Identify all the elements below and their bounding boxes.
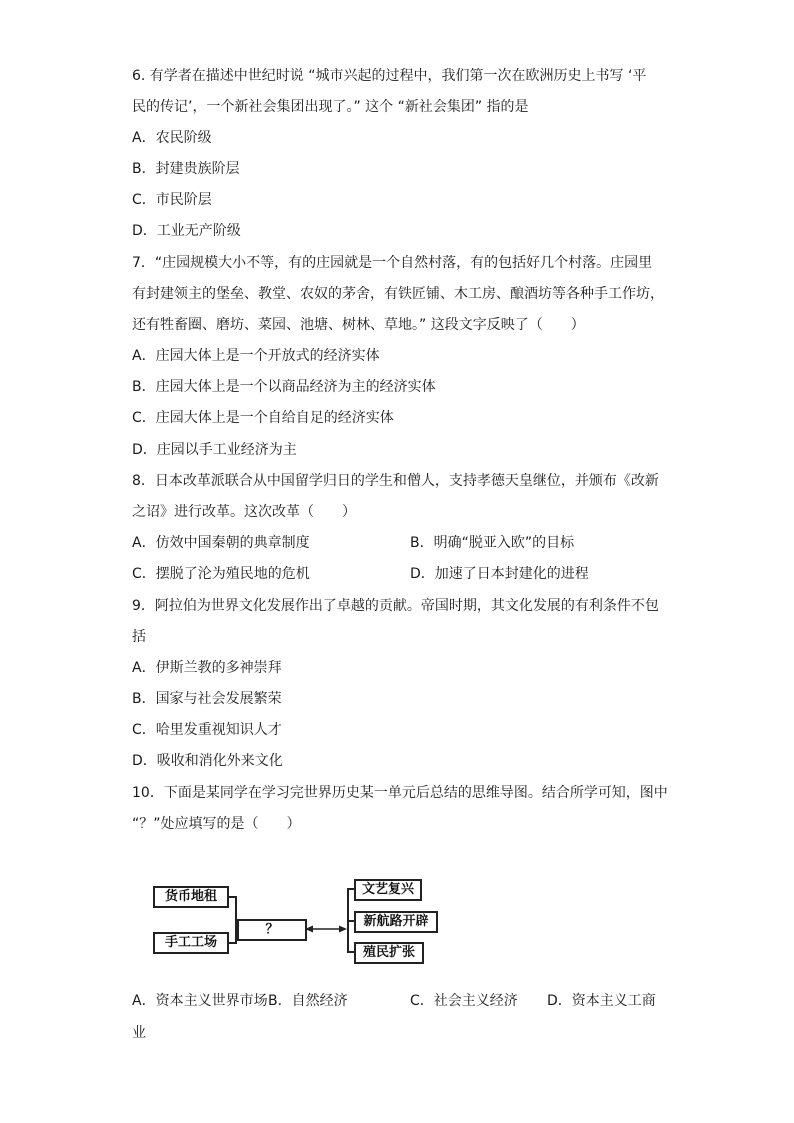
q10-option-d-wrap: 业 — [132, 1025, 146, 1041]
mind-map-right-item-3: 殖民扩张 — [354, 942, 424, 964]
q10-stem-line1: 10．下面是某同学在学习完世界历史某一单元后总结的思维导图。结合所学可知，图中 — [132, 785, 668, 801]
mind-map-right-item-1: 文艺复兴 — [354, 879, 422, 901]
mind-map-right-item-2: 新航路开辟 — [354, 911, 438, 933]
q9-option-a[interactable]: A．伊斯兰教的多神崇拜 — [132, 660, 282, 676]
q8-stem-line1: 8．日本改革派联合从中国留学归日的学生和僧人，支持孝德天皇继位，并颁布《改新 — [132, 473, 659, 489]
q9-option-d[interactable]: D．吸收和消化外来文化 — [132, 753, 283, 769]
q6-option-b[interactable]: B．封建贵族阶层 — [132, 161, 240, 177]
q7-option-c[interactable]: C．庄园大体上是一个自给自足的经济实体 — [132, 410, 394, 426]
q9-stem-line1: 9．阿拉伯为世界文化发展作出了卓越的贡献。帝国时期，其文化发展的有利条件不包 — [132, 598, 659, 614]
q6-option-c[interactable]: C．市民阶层 — [132, 192, 212, 208]
q6-stem-line2: 民的传记’，一个新社会集团出现了。” 这个 “新社会集团” 指的是 — [132, 99, 529, 115]
q9-option-b[interactable]: B．国家与社会发展繁荣 — [132, 691, 282, 707]
q10-option-b[interactable]: B．自然经济 — [268, 993, 348, 1009]
q8-option-d[interactable]: D．加速了日本封建化的进程 — [410, 566, 589, 582]
mind-map-left-item-2: 手工工场 — [153, 932, 229, 954]
q10-stem-line2: “？”处应填写的是（ ） — [132, 816, 301, 832]
q7-stem-line1: 7．“庄园规模大小不等，有的庄园就是一个自然村落，有的包括好几个村落。庄园里 — [132, 255, 653, 271]
mind-map-left-item-1: 货币地租 — [153, 886, 229, 908]
q8-option-b[interactable]: B．明确“脱亚入欧”的目标 — [410, 535, 575, 551]
q6-option-a[interactable]: A．农民阶级 — [132, 130, 212, 146]
q9-stem-line2: 括 — [132, 629, 146, 645]
q6-option-d[interactable]: D．工业无产阶级 — [132, 223, 241, 239]
q8-option-a[interactable]: A．仿效中国秦朝的典章制度 — [132, 535, 310, 551]
q10-option-c[interactable]: C．社会主义经济 — [410, 993, 518, 1009]
q7-stem-line3: 还有牲畜圈、磨坊、菜园、池塘、树林、草地。” 这段文字反映了（ ） — [132, 317, 585, 333]
q10-option-a[interactable]: A．资本主义世界市场 — [132, 993, 268, 1009]
q7-option-b[interactable]: B．庄园大体上是一个以商品经济为主的经济实体 — [132, 379, 436, 395]
q7-stem-line2: 有封建领主的堡垒、教堂、农奴的茅舍，有铁匠铺、木工房、酿酒坊等各种手工作坊， — [132, 286, 664, 302]
q7-option-a[interactable]: A．庄园大体上是一个开放式的经济实体 — [132, 348, 380, 364]
q8-stem-line2: 之诏》进行改革。这次改革（ ） — [132, 504, 356, 520]
q8-option-c[interactable]: C．摆脱了沦为殖民地的危机 — [132, 566, 310, 582]
q6-stem-line1: 6. 有学者在描述中世纪时说 “城市兴起的过程中，我们第一次在欧洲历史上书写 ‘平 — [132, 68, 647, 84]
q10-option-d[interactable]: D．资本主义工商 — [547, 993, 656, 1009]
q7-option-d[interactable]: D．庄园以手工业经济为主 — [132, 442, 297, 458]
q9-option-c[interactable]: C．哈里发重视知识人才 — [132, 722, 282, 738]
mind-map-diagram — [150, 876, 450, 966]
mind-map-center-unknown: ？ — [237, 919, 307, 941]
